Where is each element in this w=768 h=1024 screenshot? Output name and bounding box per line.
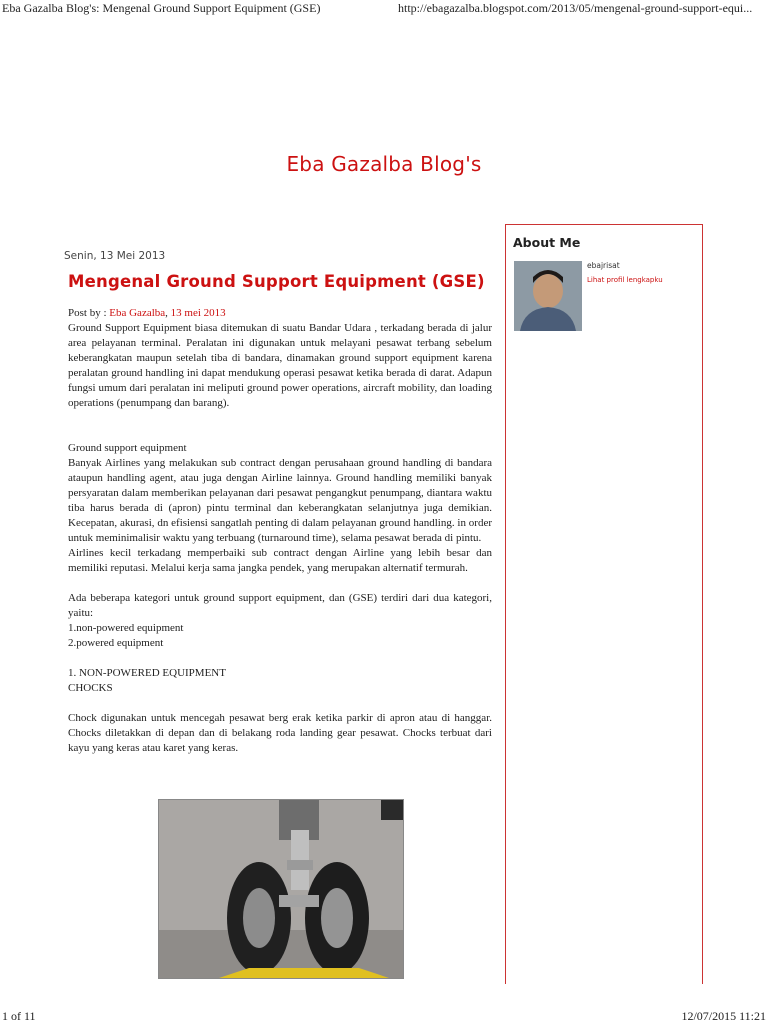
view-profile-link[interactable]: Lihat profil lengkapku <box>587 276 663 284</box>
print-header-title: Eba Gazalba Blog's: Mengenal Ground Support Equipment (GSE) <box>2 1 321 15</box>
print-footer <box>0 1006 768 1024</box>
paragraph-small-airlines: Airlines kecil terkadang memperbaiki sub contract dengan Airline yang lebih besar dan memiliki reputasi. Melalui kerja sama jangka pendek, yang merupakan alternatif termurah. <box>68 547 492 574</box>
landing-gear-photo <box>158 799 404 979</box>
paragraph-intro: Ground Support Equipment biasa ditemukan di suatu Bandar Udara , terkadang berada di jalur area pelayanan terminal. Peralatan ini digunakan untuk melayani pesawat terbang sebelum keberangkatan maupun setelah tiba di bandara, dinamakan ground support equipment karena peralatan ground handling ini dapat mendukung operasi pesawat ketika berada di darat. Adapun fungsi umum dari peralatan ini meliputi ground power operations, aircraft mobility, dan loading operations (penumpang dan barang). <box>68 322 492 409</box>
print-header <box>0 0 768 18</box>
paragraph-chocks: Chock digunakan untuk mencegah pesawat berg erak ketika parkir di apron atau di hanggar. Chocks diletakkan di depan dan di belakang roda landing gear pesawat. Chocks terbuat dari kayu yang keras atau karet yang keras. <box>68 712 492 754</box>
post-meta <box>68 306 492 321</box>
profile-name[interactable]: ebajrisat <box>587 261 620 270</box>
print-header-url: http://ebagazalba.blogspot.com/2013/05/mengenal-ground-support-equi... <box>398 1 753 15</box>
subheading-gse: Ground support equipment <box>68 442 187 454</box>
paragraph-categories: Ada beberapa kategori untuk ground support equipment, dan (GSE) terdiri dari dua kategori, yaitu: <box>68 592 492 619</box>
list-item-powered: 2.powered equipment <box>68 637 164 649</box>
about-me-heading: About Me <box>513 235 581 250</box>
subsection-heading: CHOCKS <box>68 682 113 694</box>
post-body <box>68 306 492 756</box>
post-meta-sep: , <box>165 307 171 319</box>
list-item-non-powered: 1.non-powered equipment <box>68 622 184 634</box>
avatar[interactable] <box>514 261 582 331</box>
blog-title[interactable]: Eba Gazalba Blog's <box>286 152 482 176</box>
author-link[interactable]: Eba Gazalba <box>109 307 166 319</box>
paragraph-airlines: Banyak Airlines yang melakukan sub contract dengan perusahaan ground handling di bandara ataupun handling agent, atau juga dengan Airline lainnya. Ground handling memiliki banyak persyaratan dalam memberikan pelayanan dari pesawat pengangkut penumpang, diantara waktu tiba harus berada di (apron) pintu terminal dan keberangkatan selanjutnya juga demikian. Kecepatan, akurasi, dn efisiensi sangatlah penting di dalam pelayanan ground handling. in order untuk meminimalisir waktu yang terbuang (turnaround time), selama pesawat berada di pintu. <box>68 457 492 544</box>
post-meta-prefix: Post by : <box>68 307 110 319</box>
page-counter: 1 of 11 <box>2 1009 36 1023</box>
print-timestamp: 12/07/2015 11:21 <box>681 1009 766 1023</box>
sidebar <box>505 224 703 984</box>
section-heading: 1. NON-POWERED EQUIPMENT <box>68 667 226 679</box>
post-date-link[interactable]: 13 mei 2013 <box>170 307 226 319</box>
post-title[interactable]: Mengenal Ground Support Equipment (GSE) <box>68 272 485 291</box>
post-date: Senin, 13 Mei 2013 <box>64 250 166 262</box>
